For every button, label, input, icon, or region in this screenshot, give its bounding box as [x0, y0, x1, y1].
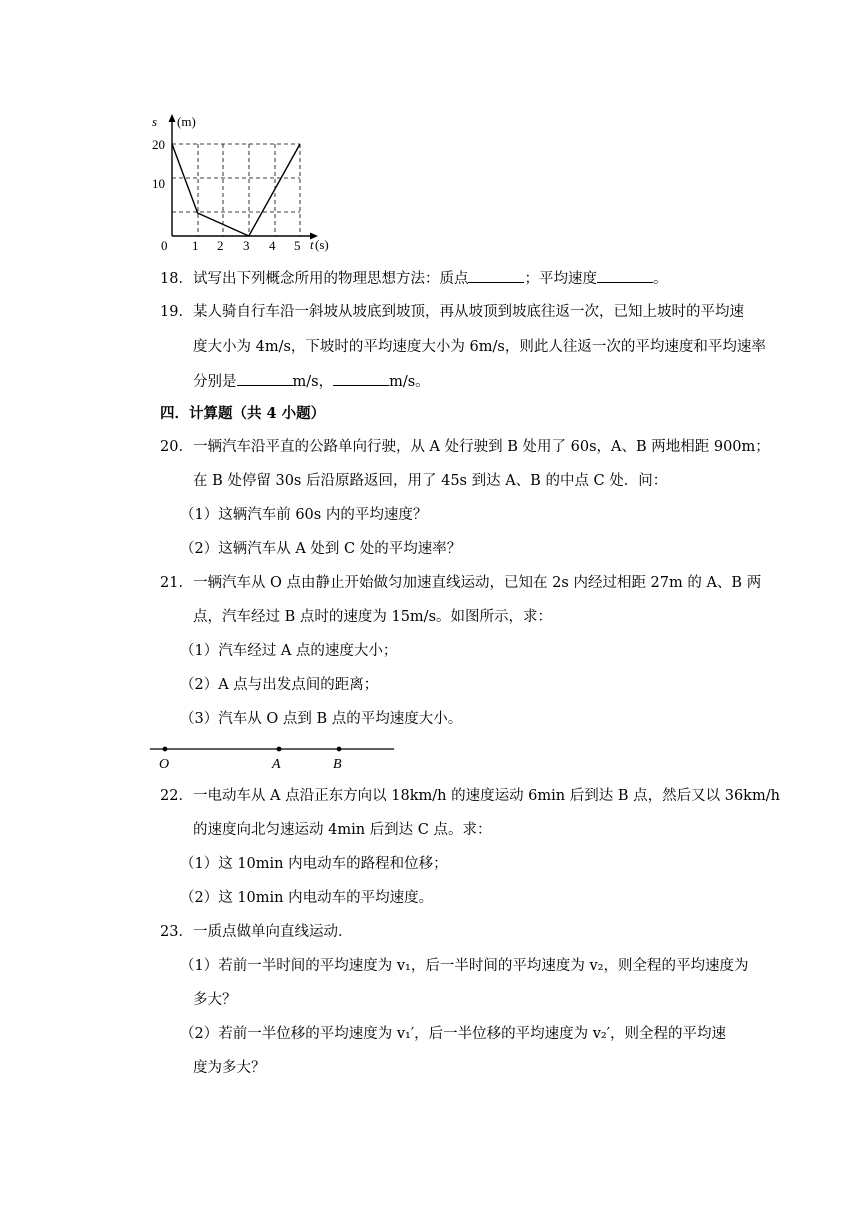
section-4-title: 四．计算题（共 4 小题）: [160, 405, 326, 422]
q22-sub-1: （1）这 10min 内电动车的路程和位移；: [180, 856, 448, 872]
q20-line-2: 在 B 处停留 30s 后沿原路返回，用了 45s 到达 A、B 的中点 C 处．问：: [193, 473, 668, 489]
x-unit-label: (s): [315, 237, 329, 252]
q19-line-1: 19．某人骑自行车沿一斜坡从坡底到坡顶，再从坡顶到坡底往返一次，已知上坡时的平均速: [160, 304, 744, 320]
point-o: [163, 747, 168, 752]
x-tick-0: 0: [161, 238, 168, 252]
x-tick-4: 4: [269, 238, 276, 252]
label-a: A: [272, 757, 281, 772]
q23-line-1: 23．一质点做单向直线运动．: [160, 924, 353, 940]
q23-sub-1a: （1）若前一半时间的平均速度为 v₁，后一半时间的平均速度为 v₂，则全程的平均速度为: [180, 958, 749, 974]
x-axis-label: t: [310, 237, 314, 252]
point-b: [337, 747, 342, 752]
q19-blank-1: [237, 371, 293, 386]
q22-line-2: 的速度向北匀速运动 4min 后到达 C 点。求：: [193, 822, 492, 838]
y-unit-label: (m): [177, 114, 196, 129]
q23-sub-2a: （2）若前一半位移的平均速度为 v₁′，后一半位移的平均速度为 v₂′，则全程的平均速: [180, 1026, 727, 1042]
y-axis-label: s: [152, 114, 158, 129]
point-a: [277, 747, 282, 752]
q22-line-1: 22．一电动车从 A 点沿正东方向以 18km/h 的速度运动 6min 后到达 B 点，然后又以 36km/h: [160, 788, 780, 804]
q21-sub-1: （1）汽车经过 A 点的速度大小；: [180, 643, 398, 659]
q19-line-3: [193, 371, 430, 392]
q18-blank-2: [597, 268, 653, 283]
graph-grid: [172, 144, 300, 236]
q18-mid: ；平均速度: [524, 271, 597, 287]
q21-sub-3: （3）汽车从 O 点到 B 点的平均速度大小。: [180, 711, 463, 727]
oab-line-diagram: [148, 740, 408, 772]
q19-line3-b: m/s，: [292, 374, 334, 390]
q20-line-1: 20．一辆汽车沿平直的公路单向行驶，从 A 处行驶到 B 处用了 60s，A、B 两地相距 900m；: [160, 439, 770, 455]
q23-sub-2b: 度为多大？: [193, 1060, 266, 1076]
x-tick-2: 2: [217, 238, 224, 252]
q18-end: 。: [652, 271, 668, 287]
label-o: O: [159, 757, 170, 772]
graph-line: [172, 144, 300, 236]
q22-sub-2: （2）这 10min 内电动车的平均速度。: [180, 890, 434, 906]
x-tick-1: 1: [192, 238, 199, 252]
q18-blank-1: [468, 268, 524, 283]
y-tick-20: 20: [152, 137, 165, 152]
y-tick-10: 10: [152, 176, 165, 191]
q21-sub-2: （2）A 点与出发点间的距离；: [180, 677, 379, 693]
x-tick-5: 5: [294, 238, 301, 252]
q20-sub-1: （1）这辆汽车前 60s 内的平均速度？: [180, 507, 428, 523]
q21-line-1: 21．一辆汽车从 O 点由静止开始做匀加速直线运动，已知在 2s 内经过相距 27m 的 A、B 两: [160, 575, 762, 591]
graph-axes: [169, 114, 319, 240]
q20-sub-2: （2）这辆汽车从 A 处到 C 处的平均速率？: [180, 541, 462, 557]
q19-line-2: 度大小为 4m/s，下坡时的平均速度大小为 6m/s，则此人往返一次的平均速度和平均速率: [193, 339, 766, 355]
s-t-graph: [148, 112, 348, 252]
label-b: B: [333, 757, 342, 772]
q18-text: 18．试写出下列概念所用的物理思想方法：质点: [160, 271, 469, 287]
q21-line-2: 点，汽车经过 B 点时的速度为 15m/s。如图所示，求：: [193, 609, 553, 625]
x-tick-3: 3: [243, 238, 250, 252]
question-18: [160, 268, 667, 289]
q19-line3-a: 分别是: [193, 374, 237, 390]
q19-line3-c: m/s。: [389, 374, 430, 390]
q23-sub-1b: 多大？: [193, 992, 237, 1008]
q19-blank-2: [333, 371, 389, 386]
